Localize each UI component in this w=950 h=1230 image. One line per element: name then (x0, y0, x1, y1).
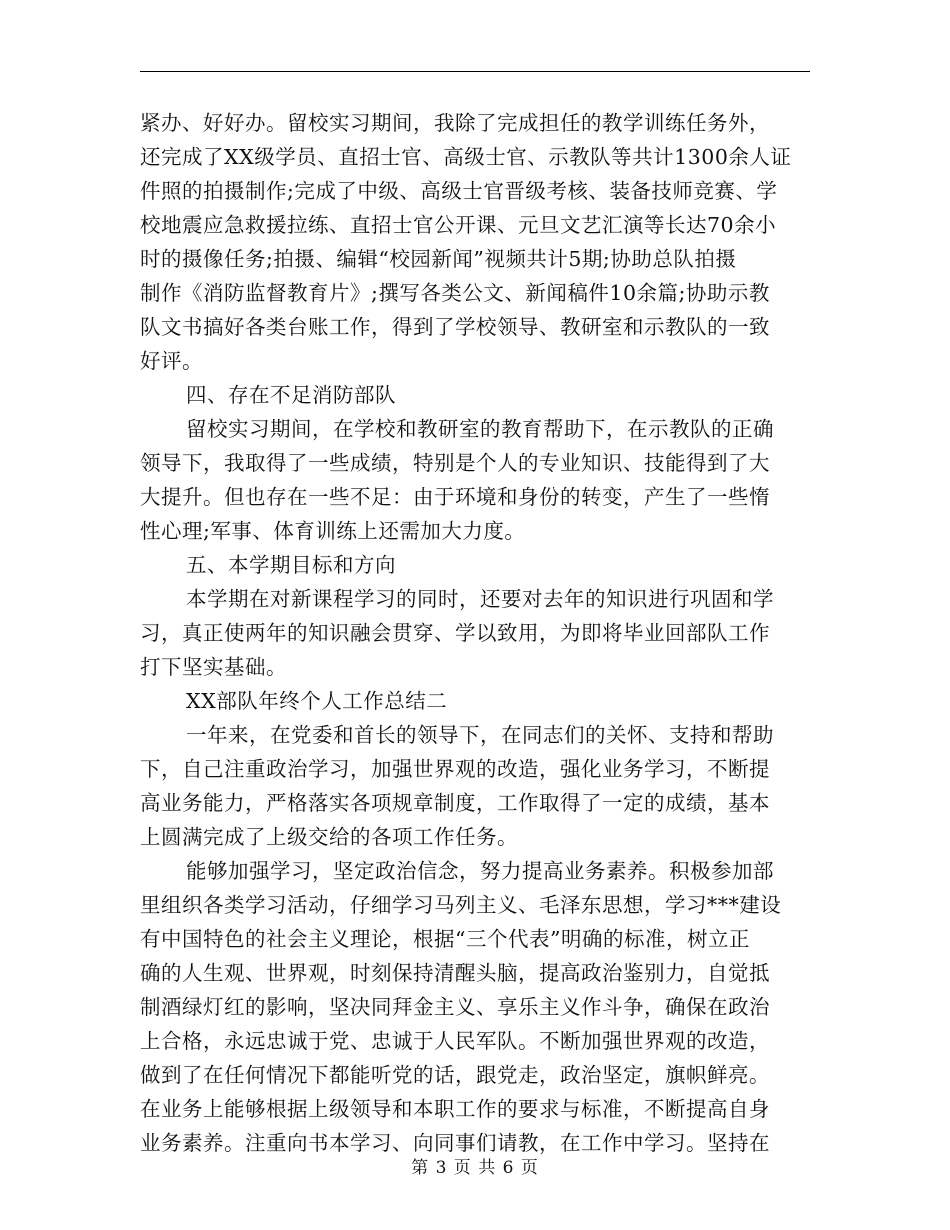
text-line: 紧办、好好办。留校实习期间，我除了完成担任的教学训练任务外， (140, 111, 770, 135)
text-line: XX部队年终个人工作总结二 (186, 689, 448, 713)
header-rule (140, 71, 810, 72)
text-line: 五、本学期目标和方向 (186, 553, 396, 577)
text-line: 队文书搞好各类台账工作，得到了学校领导、教研室和示教队的一致 (140, 315, 770, 339)
text-line: 四、存在不足消防部队 (186, 383, 396, 407)
text-line: 留校实习期间，在学校和教研室的教育帮助下，在示教队的正确 (186, 417, 774, 441)
text-line: 做到了在任何情况下都能听党的话，跟党走，政治坚定，旗帜鲜亮。 (140, 1063, 770, 1087)
text-line: 校地震应急救援拉练、直招士官公开课、元旦文艺汇演等长达70余小 (140, 213, 777, 237)
text-line: 有中国特色的社会主义理论，根据“三个代表”明确的标准，树立正 (140, 927, 750, 951)
text-line: 件照的拍摄制作;完成了中级、高级士官晋级考核、装备技师竞赛、学 (140, 179, 778, 203)
document-body (140, 106, 815, 1160)
text-line: 性心理;军事、体育训练上还需加大力度。 (140, 519, 526, 543)
text-line: 时的摄像任务;拍摄、编辑“校园新闻”视频共计5期;协助总队拍摄 (140, 247, 737, 271)
page-footer: 第 3 页 共 6 页 (411, 1158, 539, 1178)
text-line: 制作《消防监督教育片》;撰写各类公文、新闻稿件10余篇;协助示教 (140, 281, 770, 305)
text-line: 业务素养。注重向书本学习、向同事们请教，在工作中学习。坚持在 (140, 1131, 770, 1155)
text-line: 制酒绿灯红的影响，坚决同拜金主义、享乐主义作斗争，确保在政治 (140, 995, 770, 1019)
text-line: 习，真正使两年的知识融会贯穿、学以致用，为即将毕业回部队工作 (140, 621, 770, 645)
text-line: 里组织各类学习活动，仔细学习马列主义、毛泽东思想，学习***建设 (140, 893, 782, 917)
text-line: 能够加强学习，坚定政治信念，努力提高业务素养。积极参加部 (186, 859, 774, 883)
text-line: 打下坚实基础。 (140, 655, 287, 679)
text-line: 领导下，我取得了一些成绩，特别是个人的专业知识、技能得到了大 (140, 451, 770, 475)
text-line: 本学期在对新课程学习的同时，还要对去年的知识进行巩固和学 (186, 587, 774, 611)
text-line: 确的人生观、世界观，时刻保持清醒头脑，提高政治鉴别力，自觉抵 (140, 961, 770, 985)
text-line: 好评。 (140, 349, 203, 373)
text-line: 一年来，在党委和首长的领导下，在同志们的关怀、支持和帮助 (186, 723, 774, 747)
text-line: 在业务上能够根据上级领导和本职工作的要求与标准，不断提高自身 (140, 1097, 770, 1121)
text-line: 下，自己注重政治学习，加强世界观的改造，强化业务学习，不断提 (140, 757, 770, 781)
text-line: 上圆满完成了上级交给的各项工作任务。 (140, 825, 518, 849)
text-line: 大提升。但也存在一些不足：由于环境和身份的转变，产生了一些惰 (140, 485, 770, 509)
text-line: 高业务能力，严格落实各项规章制度，工作取得了一定的成绩，基本 (140, 791, 770, 815)
text-line: 还完成了XX级学员、直招士官、高级士官、示教队等共计1300余人证 (140, 145, 792, 169)
text-line: 上合格，永远忠诚于党、忠诚于人民军队。不断加强世界观的改造， (140, 1029, 770, 1053)
